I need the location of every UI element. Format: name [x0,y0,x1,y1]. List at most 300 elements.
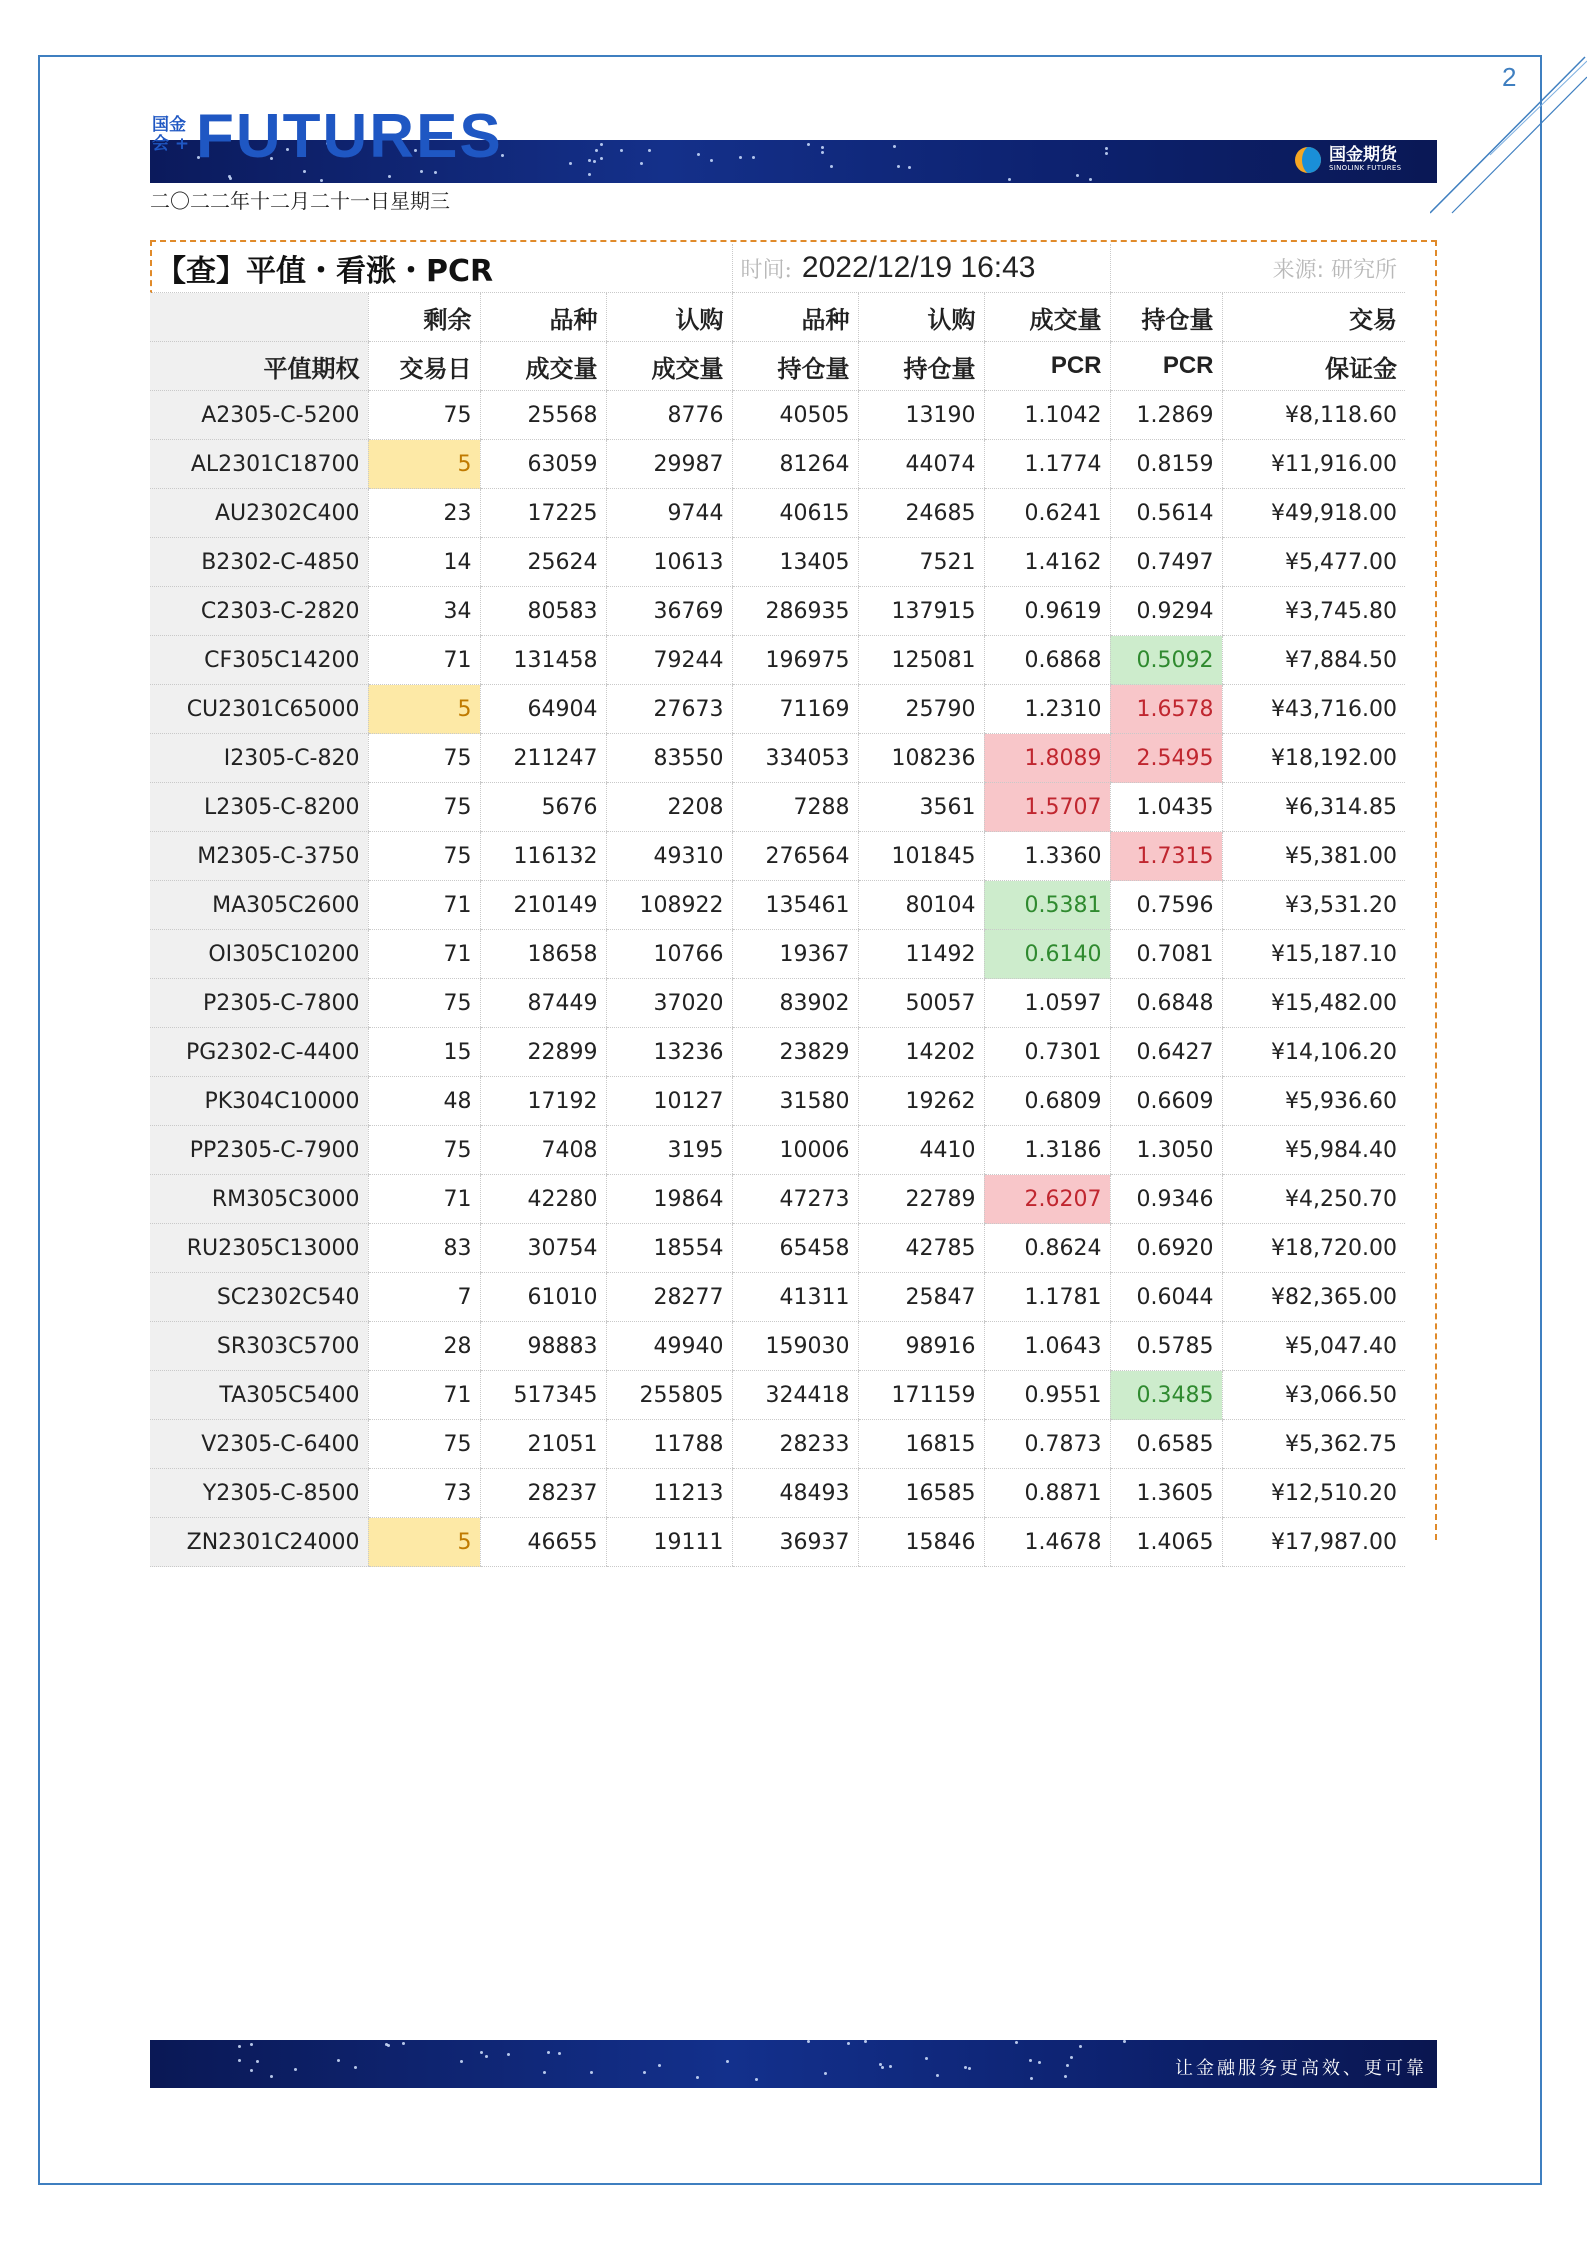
cell-margin: ¥43,716.00 [1222,685,1405,734]
cell-margin: ¥5,047.40 [1222,1322,1405,1371]
cell-oi-pcr: 0.5092 [1110,636,1222,685]
banner-star [643,2071,646,2074]
cell-vol-pcr: 0.8624 [984,1224,1110,1273]
cell-vol-pcr: 1.0597 [984,979,1110,1028]
cell-margin: ¥8,118.60 [1222,391,1405,440]
cell-margin: ¥3,745.80 [1222,587,1405,636]
banner-star [547,2051,550,2054]
cell-oi: 334053 [732,734,858,783]
cell-days: 71 [368,930,480,979]
banner-star [1076,174,1079,177]
cell-oi: 324418 [732,1371,858,1420]
cell-oi: 36937 [732,1518,858,1567]
page-number: 2 [1502,62,1517,92]
cell-vol: 63059 [480,440,606,489]
cell-days: 14 [368,538,480,587]
cell-vol: 18658 [480,930,606,979]
cell-oi: 81264 [732,440,858,489]
banner-star [402,2042,405,2045]
cell-days: 71 [368,636,480,685]
banner-star [1064,2075,1067,2078]
time-value: 2022/12/19 16:43 [801,251,1036,284]
cell-vol-pcr: 0.7301 [984,1028,1110,1077]
banner-star [388,175,391,178]
cell-vol-pcr: 0.7873 [984,1420,1110,1469]
cell-vol-pcr: 1.5707 [984,783,1110,832]
cell-days: 75 [368,783,480,832]
company-logo [1295,146,1401,173]
cell-vol: 17225 [480,489,606,538]
banner-star [925,2057,928,2060]
banner-star [1030,2077,1033,2080]
cell-oi-pcr: 0.6427 [1110,1028,1222,1077]
banner-star [864,2040,867,2043]
cell-margin: ¥17,987.00 [1222,1518,1405,1567]
table-row [150,1175,1405,1224]
cell-vol-pcr: 0.6140 [984,930,1110,979]
cell-oi: 40615 [732,489,858,538]
cell-call-vol: 49310 [606,832,732,881]
cell-vol-pcr: 1.3186 [984,1126,1110,1175]
cell-contract: A2305-C-5200 [150,391,368,440]
cell-vol: 211247 [480,734,606,783]
table-row [150,1420,1405,1469]
cell-oi: 71169 [732,685,858,734]
cell-vol: 80583 [480,587,606,636]
cell-oi-pcr: 0.6585 [1110,1420,1222,1469]
banner-star [543,2071,546,2074]
cell-vol: 64904 [480,685,606,734]
header-row-top-cell: 品种 [480,293,606,342]
cell-days: 7 [368,1273,480,1322]
cell-vol: 7408 [480,1126,606,1175]
cell-vol: 131458 [480,636,606,685]
cell-vol-pcr: 1.1774 [984,440,1110,489]
cell-days: 75 [368,1420,480,1469]
cell-vol: 25624 [480,538,606,587]
table-row [150,881,1405,930]
cell-call-oi: 98916 [858,1322,984,1371]
banner-star [593,160,596,163]
banner-star [821,151,824,154]
banner-star [847,2042,850,2045]
cell-oi-pcr: 1.3050 [1110,1126,1222,1175]
cell-vol-pcr: 0.6868 [984,636,1110,685]
cell-vol: 28237 [480,1469,606,1518]
cell-vol: 22899 [480,1028,606,1077]
cell-margin: ¥3,531.20 [1222,881,1405,930]
cell-oi-pcr: 1.2869 [1110,391,1222,440]
cell-margin: ¥18,720.00 [1222,1224,1405,1273]
cell-contract: V2305-C-6400 [150,1420,368,1469]
cell-oi: 40505 [732,391,858,440]
cell-vol-pcr: 1.8089 [984,734,1110,783]
banner-star [908,166,911,169]
source-label: 来源: 研究所 [1110,244,1405,293]
cell-vol: 98883 [480,1322,606,1371]
banner-star [1105,147,1108,150]
table-row [150,734,1405,783]
cell-margin: ¥3,066.50 [1222,1371,1405,1420]
banner-star [320,179,323,182]
cell-contract: RM305C3000 [150,1175,368,1224]
banner-star [256,2060,259,2063]
header-row-bottom-cell: 保证金 [1222,342,1405,391]
table-row [150,832,1405,881]
cell-contract: SR303C5700 [150,1322,368,1371]
cell-call-oi: 108236 [858,734,984,783]
cell-call-oi: 171159 [858,1371,984,1420]
cell-oi-pcr: 0.9346 [1110,1175,1222,1224]
cell-call-vol: 8776 [606,391,732,440]
banner-star [1015,2041,1018,2044]
cell-call-vol: 19864 [606,1175,732,1224]
cell-days: 75 [368,734,480,783]
cell-vol-pcr: 1.1781 [984,1273,1110,1322]
banner-star [1008,178,1011,181]
cell-contract: ZN2301C24000 [150,1518,368,1567]
cell-margin: ¥5,381.00 [1222,832,1405,881]
cell-contract: Y2305-C-8500 [150,1469,368,1518]
header-row-top-cell: 持仓量 [1110,293,1222,342]
cell-contract: AU2302C400 [150,489,368,538]
table-row [150,636,1405,685]
cell-call-vol: 79244 [606,636,732,685]
header-row-top-cell: 品种 [732,293,858,342]
cell-call-vol: 49940 [606,1322,732,1371]
cell-oi: 196975 [732,636,858,685]
banner-star [588,159,591,162]
cell-oi: 159030 [732,1322,858,1371]
header-row-bottom-cell: 交易日 [368,342,480,391]
cell-contract: AL2301C18700 [150,440,368,489]
banner-star [1070,2056,1073,2059]
banner-star [229,177,232,180]
cell-contract: MA305C2600 [150,881,368,930]
cell-call-vol: 10766 [606,930,732,979]
cell-oi: 19367 [732,930,858,979]
table-row [150,1224,1405,1273]
cell-call-oi: 22789 [858,1175,984,1224]
table-row [150,979,1405,1028]
banner-star [739,156,742,159]
cell-vol-pcr: 1.2310 [984,685,1110,734]
cell-days: 71 [368,1371,480,1420]
banner-star [270,2075,273,2078]
cell-oi-pcr: 0.3485 [1110,1371,1222,1420]
cell-margin: ¥82,365.00 [1222,1273,1405,1322]
cell-margin: ¥14,106.20 [1222,1028,1405,1077]
pcr-table-body [150,244,1405,1567]
cell-vol-pcr: 1.3360 [984,832,1110,881]
cell-margin: ¥4,250.70 [1222,1175,1405,1224]
banner-star [807,143,810,146]
cell-call-vol: 11213 [606,1469,732,1518]
cell-vol-pcr: 0.8871 [984,1469,1110,1518]
cell-margin: ¥7,884.50 [1222,636,1405,685]
banner-star [460,2060,463,2063]
cell-vol: 517345 [480,1371,606,1420]
banner-star [337,2059,340,2062]
table-row [150,1028,1405,1077]
cell-oi-pcr: 0.6044 [1110,1273,1222,1322]
table-row [150,783,1405,832]
cell-contract: TA305C5400 [150,1371,368,1420]
cell-vol-pcr: 2.6207 [984,1175,1110,1224]
cell-vol: 30754 [480,1224,606,1273]
banner-star [893,145,896,148]
cell-vol: 17192 [480,1077,606,1126]
header-row-bottom-cell: 平值期权 [150,342,368,391]
cell-days: 83 [368,1224,480,1273]
cell-call-oi: 11492 [858,930,984,979]
banner-star [824,2072,827,2075]
cell-call-oi: 25847 [858,1273,984,1322]
banner-star [697,153,700,156]
cell-call-vol: 36769 [606,587,732,636]
cell-days: 75 [368,391,480,440]
banner-star [250,2069,253,2072]
cell-oi: 13405 [732,538,858,587]
logo-en-text: SINOLINK FUTURES [1329,164,1402,172]
cell-contract: L2305-C-8200 [150,783,368,832]
banner-star [558,2052,561,2055]
cell-vol: 116132 [480,832,606,881]
banner-star [658,2064,661,2067]
cell-margin: ¥49,918.00 [1222,489,1405,538]
banner-star [620,149,623,152]
cell-margin: ¥5,477.00 [1222,538,1405,587]
banner-star [1123,2040,1126,2043]
cell-oi: 65458 [732,1224,858,1273]
cell-contract: CU2301C65000 [150,685,368,734]
banner-star [752,156,755,159]
report-date: 二〇二二年十二月二十一日星期三 [150,189,450,213]
banner-star [1105,152,1108,155]
cell-vol: 210149 [480,881,606,930]
table-row [150,1077,1405,1126]
cell-vol: 21051 [480,1420,606,1469]
table-row [150,1469,1405,1518]
banner-star [648,149,651,152]
banner-star [726,2060,729,2063]
banner-star [710,159,713,162]
cell-call-vol: 19111 [606,1518,732,1567]
table-row [150,489,1405,538]
cell-contract: C2303-C-2820 [150,587,368,636]
cell-call-vol: 108922 [606,881,732,930]
cell-days: 71 [368,881,480,930]
time-label: 时间: [740,258,792,283]
banner-star [354,2066,357,2069]
cell-oi-pcr: 0.5614 [1110,489,1222,538]
cell-call-oi: 19262 [858,1077,984,1126]
cell-margin: ¥11,916.00 [1222,440,1405,489]
cell-oi-pcr: 1.7315 [1110,832,1222,881]
cell-oi-pcr: 0.6848 [1110,979,1222,1028]
cell-oi: 10006 [732,1126,858,1175]
cell-days: 75 [368,979,480,1028]
cell-vol: 61010 [480,1273,606,1322]
banner-star [250,2043,253,2046]
banner-star [507,2053,510,2056]
cell-oi-pcr: 0.8159 [1110,440,1222,489]
cell-call-vol: 27673 [606,685,732,734]
cell-call-oi: 3561 [858,783,984,832]
banner-star [696,2076,699,2079]
cell-oi-pcr: 0.6920 [1110,1224,1222,1273]
cell-contract: M2305-C-3750 [150,832,368,881]
cell-days: 5 [368,440,480,489]
banner-star [755,2078,758,2081]
cell-days: 28 [368,1322,480,1371]
cell-oi-pcr: 0.5785 [1110,1322,1222,1371]
banner-star [387,2044,390,2047]
cell-vol-pcr: 1.0643 [984,1322,1110,1371]
footer-slogan: 让金融服务更高效、更可靠 [1175,2058,1427,2079]
cell-oi-pcr: 1.4065 [1110,1518,1222,1567]
cell-contract: RU2305C13000 [150,1224,368,1273]
banner-star [889,2065,892,2068]
banner-star [485,2055,488,2058]
table-row [150,1273,1405,1322]
table-row [150,1126,1405,1175]
banner-star [1089,178,1092,181]
cell-oi-pcr: 1.0435 [1110,783,1222,832]
table-row [150,587,1405,636]
cell-contract: CF305C14200 [150,636,368,685]
cell-call-oi: 137915 [858,587,984,636]
header-row-bottom-cell: PCR [984,342,1110,391]
cell-call-oi: 16815 [858,1420,984,1469]
banner-star [968,2067,971,2070]
cell-days: 71 [368,1175,480,1224]
footer-banner [150,2040,1437,2088]
time-cell [732,244,1110,293]
banner-star [590,2071,593,2074]
header-row-top-cell: 剩余 [368,293,480,342]
cell-margin: ¥12,510.20 [1222,1469,1405,1518]
cell-vol-pcr: 0.9619 [984,587,1110,636]
cell-oi: 28233 [732,1420,858,1469]
cell-call-vol: 10127 [606,1077,732,1126]
cell-vol-pcr: 0.9551 [984,1371,1110,1420]
cell-margin: ¥15,187.10 [1222,930,1405,979]
cell-call-oi: 14202 [858,1028,984,1077]
cell-margin: ¥18,192.00 [1222,734,1405,783]
cell-oi: 23829 [732,1028,858,1077]
banner-star [294,2068,297,2071]
cell-call-oi: 125081 [858,636,984,685]
table-row [150,1371,1405,1420]
cell-call-vol: 3195 [606,1126,732,1175]
cell-oi-pcr: 1.6578 [1110,685,1222,734]
header-row-top-cell: 认购 [606,293,732,342]
cell-call-vol: 29987 [606,440,732,489]
cell-margin: ¥5,984.40 [1222,1126,1405,1175]
cell-contract: PG2302-C-4400 [150,1028,368,1077]
banner-star [238,2059,241,2062]
cell-call-vol: 83550 [606,734,732,783]
cell-vol-pcr: 1.4162 [984,538,1110,587]
cell-call-vol: 37020 [606,979,732,1028]
cell-call-oi: 44074 [858,440,984,489]
banner-star [640,162,643,165]
table-row [150,391,1405,440]
cell-oi: 47273 [732,1175,858,1224]
cell-oi-pcr: 2.5495 [1110,734,1222,783]
header-row-bottom [150,342,1405,391]
pcr-table [150,244,1405,1567]
cell-vol-pcr: 1.1042 [984,391,1110,440]
cell-margin: ¥6,314.85 [1222,783,1405,832]
banner-star [830,165,833,168]
table-title: 【查】平值・看涨・PCR [150,244,732,293]
logo-mark-icon [1295,147,1321,173]
title-row [150,244,1405,293]
cell-call-vol: 10613 [606,538,732,587]
cell-call-vol: 18554 [606,1224,732,1273]
cell-vol-pcr: 1.4678 [984,1518,1110,1567]
header-row-bottom-cell: PCR [1110,342,1222,391]
cell-call-vol: 2208 [606,783,732,832]
cell-vol: 5676 [480,783,606,832]
header-row-top-cell: 交易 [1222,293,1405,342]
cell-call-vol: 9744 [606,489,732,538]
header-row-top-cell [150,293,368,342]
cell-call-oi: 50057 [858,979,984,1028]
banner-star [821,146,824,149]
cell-vol-pcr: 0.6241 [984,489,1110,538]
cell-contract: OI305C10200 [150,930,368,979]
cell-contract: PP2305-C-7900 [150,1126,368,1175]
cell-oi-pcr: 0.6609 [1110,1077,1222,1126]
brand-small-text: 国金 会 + [152,115,190,154]
cell-days: 34 [368,587,480,636]
cell-vol-pcr: 0.5381 [984,881,1110,930]
cell-call-oi: 25790 [858,685,984,734]
banner-star [807,2040,810,2043]
banner-star [1079,2045,1082,2048]
cell-call-vol: 255805 [606,1371,732,1420]
cell-call-oi: 7521 [858,538,984,587]
header-row-bottom-cell: 持仓量 [732,342,858,391]
cell-vol: 25568 [480,391,606,440]
cell-call-oi: 42785 [858,1224,984,1273]
table-row [150,538,1405,587]
cell-oi-pcr: 0.9294 [1110,587,1222,636]
banner-star [964,2066,967,2069]
cell-oi: 286935 [732,587,858,636]
banner-star [1066,2064,1069,2067]
brand-futures-title: FUTURES [196,102,503,171]
cell-call-oi: 101845 [858,832,984,881]
cell-oi-pcr: 1.3605 [1110,1469,1222,1518]
cell-call-oi: 16585 [858,1469,984,1518]
banner-star [897,165,900,168]
cell-call-oi: 4410 [858,1126,984,1175]
cell-contract: PK304C10000 [150,1077,368,1126]
cell-call-oi: 13190 [858,391,984,440]
banner-star [936,2074,939,2077]
cell-contract: B2302-C-4850 [150,538,368,587]
table-row [150,930,1405,979]
cell-contract: SC2302C540 [150,1273,368,1322]
cell-oi: 135461 [732,881,858,930]
banner-star [1038,2061,1041,2064]
cell-vol: 46655 [480,1518,606,1567]
cell-oi: 83902 [732,979,858,1028]
